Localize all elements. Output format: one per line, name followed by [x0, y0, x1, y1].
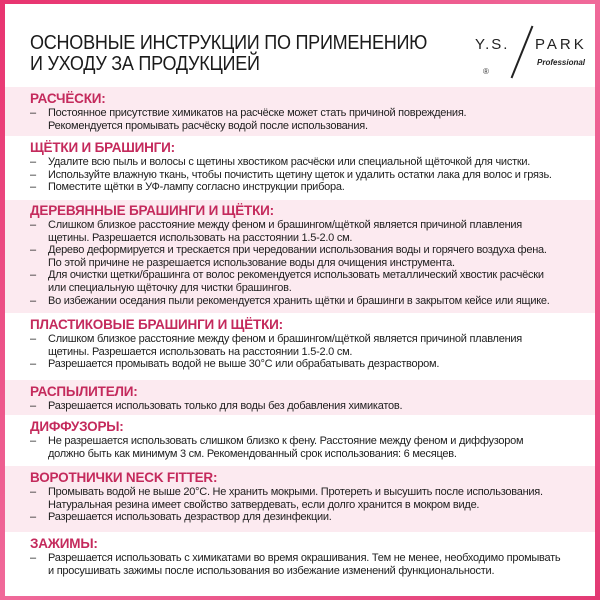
- dash-bullet-icon: –: [30, 168, 36, 181]
- section: [5, 415, 595, 466]
- item-text: Натуральная резина имеет свойство затвердевать, если долго хранится в мокром виде.: [48, 498, 480, 511]
- list-item: [30, 295, 595, 308]
- list-item: [30, 181, 595, 194]
- list-item: [30, 511, 595, 524]
- section-heading: ЗАЖИМЫ:: [30, 536, 98, 551]
- item-text: Поместите щётки в УФ-лампу согласно инструкции прибора.: [48, 181, 345, 194]
- registered-icon: ®: [483, 67, 489, 76]
- dash-bullet-icon: –: [30, 333, 36, 345]
- item-text: Разрешается промывать водой не выше 30°С или обрабатывать дезраствором.: [48, 358, 440, 371]
- dash-bullet-icon: –: [30, 244, 36, 257]
- item-text: Во избежании оседания пыли рекомендуется хранить щётки и брашинги в закрытом кейсе или ящике.: [48, 294, 550, 307]
- section-heading: ЩЁТКИ И БРАШИНГИ:: [30, 140, 175, 155]
- section: [5, 532, 595, 596]
- title-line: И УХОДУ ЗА ПРОДУКЦИЕЙ: [30, 52, 260, 75]
- section-heading: РАСПЫЛИТЕЛИ:: [30, 384, 138, 399]
- item-text: Разрешается использовать с химикатами во время окрашивания. Тем не менее, необходимо промывать: [48, 552, 561, 564]
- brand-logo: [465, 18, 593, 78]
- dash-bullet-icon: –: [30, 511, 36, 524]
- dash-bullet-icon: –: [30, 400, 36, 412]
- list-item: [30, 435, 595, 460]
- item-text: Разрешается использовать только для воды без добавления химикатов.: [48, 400, 403, 412]
- list-item: [30, 156, 595, 169]
- item-text: Промывать водой не выше 20°С. Не хранить мокрыми. Протереть и высушить после использования.: [48, 486, 543, 498]
- dash-bullet-icon: –: [30, 269, 36, 282]
- section: [5, 313, 595, 380]
- item-text: Не разрешается использовать слишком близко к фену. Расстояние между феном и диффузором: [48, 435, 524, 447]
- dash-bullet-icon: –: [30, 486, 36, 498]
- logo-professional: Professional: [537, 58, 586, 67]
- item-text: По этой причине не разрешается использование воды для очищения инструмента.: [48, 256, 455, 269]
- page-title: [30, 32, 427, 74]
- item-text: Рекомендуется промывать расчёску водой после использования.: [48, 119, 368, 132]
- dash-bullet-icon: –: [30, 181, 36, 194]
- item-text: должно быть как минимум 3 см. Рекомендованный срок использования: 6 месяцев.: [48, 447, 457, 460]
- section: [5, 87, 595, 136]
- section: [5, 380, 595, 415]
- item-text: щетины. Разрешается использовать на расстоянии 1.5-2.0 см.: [48, 345, 353, 358]
- item-text: щетины. Разрешается использовать на расстоянии 1.5-2.0 см.: [48, 231, 353, 244]
- item-text: или специальную щёточку для чистки брашингов.: [48, 281, 292, 294]
- section: [5, 200, 595, 313]
- dash-bullet-icon: –: [30, 219, 36, 231]
- dash-bullet-icon: –: [30, 552, 36, 564]
- list-item: [30, 333, 595, 358]
- section: [5, 466, 595, 532]
- item-text: Постоянное присутствие химикатов на расчёске может стать причиной повреждения.: [48, 107, 467, 119]
- list-item: [30, 486, 595, 511]
- item-text: Используйте влажную ткань, чтобы почистить щетину щеток и удалить остатки лака для волос и грязь.: [48, 168, 552, 181]
- dash-bullet-icon: –: [30, 107, 36, 119]
- list-item: [30, 269, 595, 294]
- section-heading: ДИФФУЗОРЫ:: [30, 419, 124, 434]
- dash-bullet-icon: –: [30, 435, 36, 447]
- document: [5, 4, 595, 596]
- section-heading: РАСЧЁСКИ:: [30, 91, 106, 106]
- item-text: Дерево деформируется и трескается при чередовании использования воды и горячего воздуха фена.: [48, 244, 547, 257]
- item-text: и просушивать зажимы после использования во избежание изменений функциональности.: [48, 564, 495, 577]
- logo-ys: Y.S.: [475, 36, 510, 53]
- item-text: Слишком близкое расстояние между феном и брашингом/щёткой является причиной плавления: [48, 333, 523, 345]
- logo-slash-icon: [511, 26, 534, 79]
- section-heading: ПЛАСТИКОВЫЕ БРАШИНГИ И ЩЁТКИ:: [30, 317, 283, 332]
- list-item: [30, 358, 595, 371]
- list-item: [30, 552, 595, 577]
- list-item: [30, 400, 595, 413]
- item-text: Разрешается использовать дезраствор для дезинфекции.: [48, 511, 332, 524]
- list-item: [30, 107, 595, 132]
- item-text: Удалите всю пыль и волосы с щетины хвостиком расчёски или специальной щёточкой для чистки.: [48, 156, 531, 168]
- item-text: Для очистки щетки/брашинга от волос рекомендуется использовать металлический хвостик расчёски: [48, 269, 544, 282]
- logo-park: PARK: [535, 36, 587, 53]
- item-text: Слишком близкое расстояние между феном и брашингом/щёткой является причиной плавления: [48, 219, 523, 231]
- list-item: [30, 169, 595, 182]
- section-heading: ВОРОТНИЧКИ NECK FITTER:: [30, 470, 218, 485]
- section: [5, 136, 595, 200]
- list-item: [30, 244, 595, 269]
- dash-bullet-icon: –: [30, 294, 36, 307]
- dash-bullet-icon: –: [30, 156, 36, 168]
- title-line: ОСНОВНЫЕ ИНСТРУКЦИИ ПО ПРИМЕНЕНИЮ: [30, 31, 428, 54]
- dash-bullet-icon: –: [30, 358, 36, 371]
- list-item: [30, 219, 595, 244]
- section-heading: ДЕРЕВЯННЫЕ БРАШИНГИ И ЩЁТКИ:: [30, 203, 274, 218]
